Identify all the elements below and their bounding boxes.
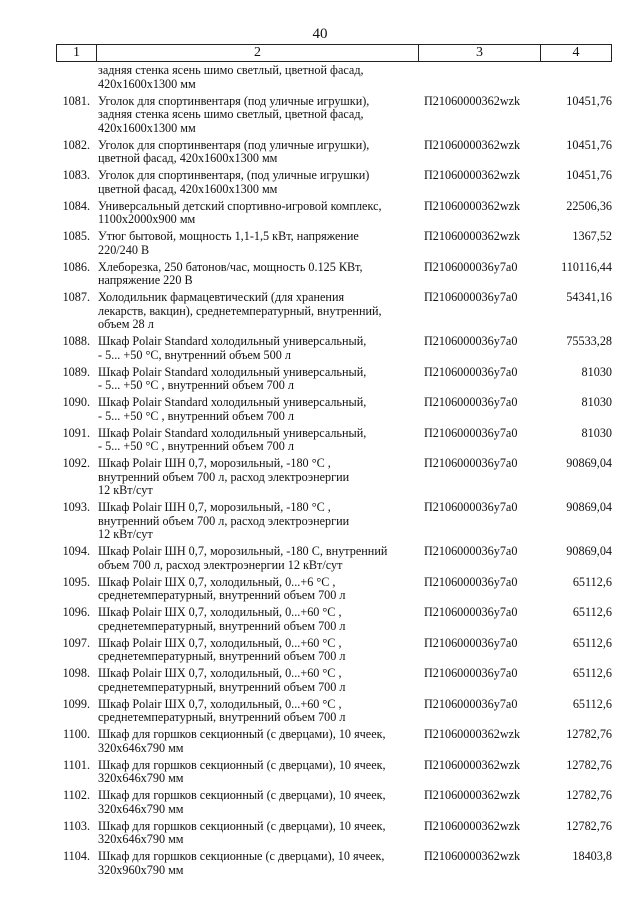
row-price: 90869,04	[566, 500, 612, 514]
row-description: Шкаф Polair ШН 0,7, морозильный, -180 С, внутренний объем 700 л, расход электроэнергии 12 кВт/сут	[98, 544, 388, 572]
row-description: Уголок для спортинвентаря (под уличные игрушки), цветной фасад, 420x1600x1300 мм	[98, 137, 370, 165]
column-header-4: 4	[540, 45, 612, 61]
row-price: 54341,16	[566, 290, 612, 304]
row-number	[56, 64, 96, 91]
row-price	[544, 64, 616, 91]
row-code: П2106000036у7а0	[424, 456, 518, 470]
row-number: 1102.	[63, 788, 90, 802]
row-number: 1092.	[62, 456, 90, 470]
row-code: П2106000036у7а0	[424, 605, 518, 619]
row-description: Утюг бытовой, мощность 1,1-1,5 кВт, напряжение 220/240 В	[98, 229, 359, 257]
table-row	[56, 759, 616, 786]
row-code: П2106000036у7а0	[424, 544, 518, 558]
row-number: 1100.	[63, 727, 90, 741]
row-price: 65112,6	[572, 574, 612, 589]
table-row	[56, 850, 616, 877]
row-code: П21060000362wzk	[424, 137, 521, 152]
row-description: Хлеборезка, 250 батонов/час, мощность 0.125 КВт, напряжение 220 В	[98, 259, 363, 287]
table-row	[56, 366, 616, 393]
row-code: П21060000362wzk	[424, 229, 521, 243]
row-code	[420, 64, 544, 91]
table-row	[56, 139, 616, 166]
row-price: 12782,76	[566, 818, 612, 833]
table-row	[56, 335, 616, 362]
table-row	[56, 457, 616, 498]
table-row	[56, 230, 616, 257]
row-code: П2106000036у7а0	[424, 666, 518, 680]
row-description: Шкаф для горшков секционный (с дверцами), 10 ячеек, 320x646x790 мм	[98, 818, 386, 846]
row-code: П2106000036у7а0	[424, 334, 518, 348]
row-description: Шкаф Polair ШН 0,7, морозильный, -180 °С , внутренний объем 700 л, расход электроэнергии 12 кВт/сут	[98, 500, 350, 541]
row-number: 1083.	[62, 168, 90, 182]
row-code: П2106000036у7а0	[424, 290, 518, 304]
row-price: 22506,36	[566, 198, 612, 213]
row-number: 1098.	[62, 666, 90, 680]
row-price: 12782,76	[566, 757, 612, 772]
row-number: 1097.	[62, 635, 90, 650]
row-number: 1093.	[62, 500, 90, 514]
row-number: 1088.	[62, 334, 90, 348]
table-header	[56, 44, 612, 62]
row-price: 65112,6	[572, 696, 612, 711]
row-price: 81030	[581, 425, 612, 440]
row-description: Универсальный детский спортивно-игровой комплекс, 1100x2000x900 мм	[98, 198, 382, 226]
table-row	[56, 667, 616, 694]
row-description: Шкаф Polair ШХ 0,7, холодильный, 0...+60 °С , среднетемпературный, внутренний объем 700 л	[98, 666, 346, 694]
table-row	[56, 200, 616, 227]
row-number: 1096.	[62, 605, 90, 619]
row-price: 1367,52	[572, 229, 612, 243]
row-description: Шкаф для горшков секционные (с дверцами), 10 ячеек, 320x960x790 мм	[98, 849, 385, 877]
row-description: Шкаф Polair ШХ 0,7, холодильный, 0...+60 °С , среднетемпературный, внутренний объем 700 л	[98, 635, 346, 663]
row-price: 90869,04	[566, 544, 612, 558]
row-description: Шкаф Polair ШХ 0,7, холодильный, 0...+6 °С , среднетемпературный, внутренний объем 700 л	[98, 574, 346, 602]
row-code: П2106000036у7а0	[424, 395, 518, 409]
row-code: П2106000036у7а0	[424, 425, 518, 440]
row-description: Шкаф Polair Standard холодильный универсальный, - 5... +50 °С, внутренний объем 500 л	[98, 334, 367, 362]
row-number: 1094.	[62, 544, 90, 558]
column-header-3: 3	[418, 45, 540, 61]
row-description: задняя стенка ясень шимо светлый, цветной фасад, 420x1600x1300 мм	[98, 63, 364, 91]
row-code: П21060000362wzk	[424, 757, 521, 772]
table-row	[56, 291, 616, 332]
row-price: 90869,04	[566, 456, 612, 470]
row-description: Шкаф Polair Standard холодильный универсальный, - 5... +50 °С , внутренний объем 700 л	[98, 425, 367, 453]
row-code: П2106000036у7а0	[424, 574, 518, 589]
row-price: 12782,76	[566, 788, 612, 802]
row-number: 1082.	[62, 137, 90, 152]
table-row	[56, 261, 616, 288]
table-row	[56, 501, 616, 542]
row-number: 1081.	[62, 93, 90, 108]
column-header-1: 1	[56, 45, 96, 61]
row-number: 1087.	[62, 290, 90, 304]
row-price: 12782,76	[566, 727, 612, 741]
row-number: 1099.	[62, 696, 90, 711]
row-code: П2106000036у7а0	[424, 500, 518, 514]
row-price: 10451,76	[566, 137, 612, 152]
row-code: П2106000036у7а0	[424, 364, 518, 379]
row-description: Шкаф Polair Standard холодильный универсальный, - 5... +50 °С , внутренний объем 700 л	[98, 364, 367, 392]
row-number: 1086.	[62, 259, 90, 274]
row-price: 65112,6	[572, 666, 612, 680]
table-row	[56, 427, 616, 454]
table-row	[56, 169, 616, 196]
row-code: П2106000036у7а0	[424, 696, 518, 711]
row-description: Шкаф для горшков секционный (с дверцами), 10 ячеек, 320x646x790 мм	[98, 788, 386, 816]
row-number: 1101.	[63, 757, 90, 772]
row-price: 65112,6	[572, 605, 612, 619]
row-description: Шкаф для горшков секционный (с дверцами), 10 ячеек, 320x646x790 мм	[98, 727, 386, 755]
row-description: Уголок для спортинвентаря, (под уличные игрушки) цветной фасад, 420x1600x1300 мм	[98, 168, 370, 196]
row-number: 1104.	[63, 849, 90, 863]
row-code: П21060000362wzk	[424, 93, 521, 108]
row-price: 75533,28	[566, 334, 612, 348]
row-description: Шкаф Polair ШХ 0,7, холодильный, 0...+60 °С , среднетемпературный, внутренний объем 700 л	[98, 605, 346, 633]
row-number: 1090.	[62, 395, 90, 409]
row-description: Шкаф Polair ШХ 0,7, холодильный, 0...+60 °С , среднетемпературный, внутренний объем 700 л	[98, 696, 346, 724]
table-row	[56, 606, 616, 633]
row-code: П21060000362wzk	[424, 727, 521, 741]
row-description: Уголок для спортинвентаря (под уличные игрушки), задняя стенка ясень шимо светлый, цветной фасад, 420x1600x1300 мм	[98, 93, 370, 135]
row-description: Шкаф Polair Standard холодильный универсальный, - 5... +50 °С , внутренний объем 700 л	[98, 395, 367, 423]
row-number: 1085.	[62, 229, 90, 243]
row-number: 1089.	[62, 364, 90, 379]
row-price: 81030	[581, 395, 612, 409]
table-row	[56, 637, 616, 664]
row-code: П21060000362wzk	[424, 198, 521, 213]
row-price: 110116,44	[561, 259, 612, 274]
table-row	[56, 95, 616, 136]
column-header-2: 2	[96, 45, 418, 61]
row-description: Холодильник фармацевтический (для хранения лекарств, вакцин), среднетемпературный, внутренний, объем 28 л	[98, 290, 382, 331]
table-row	[56, 64, 616, 91]
row-number: 1091.	[62, 425, 90, 440]
table-row	[56, 728, 616, 755]
row-code: П21060000362wzk	[424, 168, 521, 182]
row-description: Шкаф для горшков секционный (с дверцами), 10 ячеек, 320x646x790 мм	[98, 757, 386, 785]
row-price: 10451,76	[566, 168, 612, 182]
table-row	[56, 698, 616, 725]
row-number: 1084.	[62, 198, 90, 213]
row-price: 65112,6	[572, 635, 612, 650]
row-price: 18403,8	[572, 849, 612, 863]
row-code: П21060000362wzk	[424, 788, 521, 802]
row-code: П2106000036у7а0	[424, 635, 518, 650]
table-row	[56, 789, 616, 816]
page-number: 40	[312, 26, 328, 42]
row-code: П2106000036у7а0	[424, 259, 518, 274]
row-code: П21060000362wzk	[424, 818, 521, 833]
table-row	[56, 396, 616, 423]
row-price: 10451,76	[566, 93, 612, 108]
row-description: Шкаф Polair ШН 0,7, морозильный, -180 °С , внутренний объем 700 л, расход электроэнергии 12 кВт/сут	[98, 456, 350, 497]
row-number: 1095.	[62, 574, 90, 589]
row-number: 1103.	[63, 818, 90, 833]
table-body	[56, 64, 616, 881]
table-row	[56, 820, 616, 847]
table-row	[56, 545, 616, 572]
table-row	[56, 576, 616, 603]
row-price: 81030	[581, 364, 612, 379]
row-code: П21060000362wzk	[424, 849, 521, 863]
